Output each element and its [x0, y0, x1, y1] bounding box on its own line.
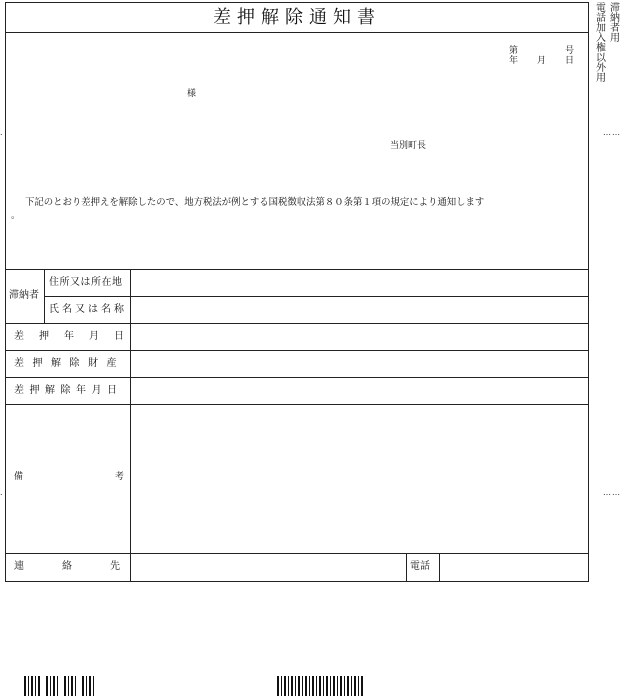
barcode-bar [284, 676, 286, 696]
side-label-non-phone-right: 電話加入権以外用 [593, 2, 605, 82]
name-label: 氏名又は名称 [49, 304, 127, 315]
barcode-bar [50, 676, 51, 696]
barcode-bar [333, 676, 335, 696]
barcode-bar [361, 676, 363, 696]
barcode-bar [323, 676, 324, 696]
barcode-left [24, 676, 118, 696]
barcode-bar [316, 676, 317, 696]
barcode-bar [277, 676, 279, 696]
side-label-taxpayer-use: 滞納者用 [607, 2, 619, 42]
remarks-field[interactable] [131, 405, 588, 553]
contact-label: 連絡先 [14, 561, 158, 572]
barcode-bar [330, 676, 331, 696]
barcode-bar [93, 676, 94, 696]
release-property-label: 差押解除財産 [14, 358, 125, 369]
contact-field[interactable] [131, 554, 406, 581]
address-label: 住所又は所在地 [49, 277, 123, 288]
taxpayer-label-divider [44, 269, 45, 323]
issuer-name: 当別町長 [390, 141, 427, 151]
barcode-bar [326, 676, 328, 696]
release-notice-form [5, 2, 589, 582]
barcode-bar [354, 676, 356, 696]
barcode-bar [344, 676, 345, 696]
barcode-bar [24, 676, 26, 696]
left-margin-mark-top: . [0, 128, 4, 137]
body-text: 下記のとおり差押えを解除したので、地方税法が例とする国税徴収法第８０条第１項の規定により通知します [25, 197, 485, 208]
phone-label: 電話 [410, 561, 430, 572]
right-fold-mark-bottom: …… [603, 488, 621, 497]
right-fold-mark-top: …… [603, 128, 621, 137]
barcode-bar [298, 676, 300, 696]
addressee-suffix: 様 [187, 89, 197, 99]
barcode-bar [64, 676, 66, 696]
remarks-label [14, 472, 217, 482]
barcode-bar [337, 676, 338, 696]
barcode-bar [281, 676, 282, 696]
barcode-bar [82, 676, 84, 696]
barcode-bar [53, 676, 55, 696]
name-field[interactable] [131, 297, 588, 323]
barcode-bar [319, 676, 321, 696]
title-divider [6, 32, 588, 33]
phone-field[interactable] [440, 554, 588, 581]
release-date-label: 差押解除年月日 [14, 385, 123, 396]
barcode-bar [302, 676, 303, 696]
barcode-bar [68, 676, 69, 696]
seizure-date-label: 差押年月日 [14, 331, 139, 342]
barcode-bar [291, 676, 293, 696]
barcode-bar [35, 676, 36, 696]
barcode-bar [71, 676, 73, 696]
barcode-right [277, 676, 395, 696]
date-year-label: 年 [509, 56, 519, 66]
barcode-bar [86, 676, 87, 696]
barcode-bar [288, 676, 289, 696]
barcode-bar [295, 676, 296, 696]
release-date-field[interactable] [131, 378, 588, 404]
barcode-bar [38, 676, 40, 696]
number-label-go: 号 [565, 46, 575, 56]
barcode-bar [57, 676, 58, 696]
body-text-end: 。 [11, 211, 21, 221]
barcode-bar [28, 676, 29, 696]
date-day-label: 日 [565, 56, 575, 66]
barcode-bar [46, 676, 48, 696]
remarks-label-text: 備考 [14, 472, 217, 482]
number-label-dai: 第 [509, 46, 519, 56]
barcode-bar [312, 676, 314, 696]
barcode-bar [358, 676, 359, 696]
barcode-bar [305, 676, 307, 696]
form-title: 差押解除通知書 [213, 7, 381, 28]
barcode-bar [347, 676, 349, 696]
barcode-bar [75, 676, 76, 696]
phone-divider-left [406, 553, 407, 581]
barcode-bar [340, 676, 342, 696]
release-property-field[interactable] [131, 351, 588, 377]
address-field[interactable] [131, 270, 588, 296]
barcode-bar [351, 676, 352, 696]
taxpayer-label: 滞納者 [9, 290, 39, 301]
barcode-bar [31, 676, 33, 696]
barcode-bar [309, 676, 310, 696]
left-margin-mark-bottom: . [0, 488, 4, 497]
date-month-label: 月 [537, 56, 547, 66]
seizure-date-field[interactable] [131, 324, 588, 350]
barcode-bar [89, 676, 91, 696]
